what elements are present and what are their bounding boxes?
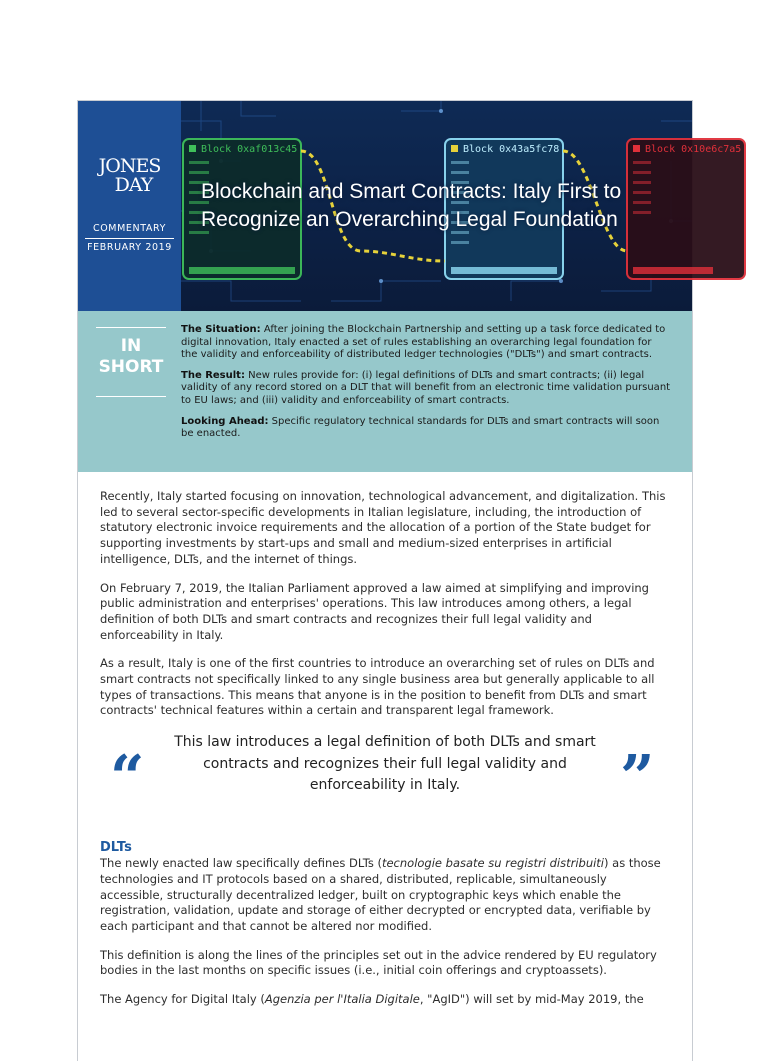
jones-day-logo: JONES DAY [98,155,161,196]
block-cyan-label: Block 0x43a5fc78 [463,144,560,155]
pull-quote-text: This law introduces a legal definition of both DLTs and smart contracts and recognizes their full legal validity and enforceability in Italy. [174,734,596,794]
situation-item: The Situation: After joining the Blockchain Partnership and setting up a task force dedicated to digital innovation, Italy enacted a set of rules establishing an overarching legal foundation for the validity and enforceability of distributed ledger technologies ("DLTs") and smart contracts. [181,324,666,361]
in-short-label: IN SHORT [96,327,166,397]
looking-ahead-item: Looking Ahead: Specific regulatory technical standards for DLTs and smart contracts will soon be enacted. [181,415,660,440]
commentary-label: COMMENTARY [93,223,166,234]
dlt-definition-paragraph: The newly enacted law specifically defines DLTs (tecnologie basate su registri distribuiti) as those technologies and IT protocols based on a shared, distributed, replicable, simultaneously accessible, structurally decentralized ledger, built on cryptographic keys which enable the registration, validation, update and storage of either decrypted or encrypted data, verifiable by each participant and that cannot be altered nor modified. [100,856,661,933]
in-short-summary [181,324,671,449]
in-short-box [78,311,692,472]
header [78,101,742,311]
body-paragraph: As a result, Italy is one of the first countries to introduce an overarching set of rules on DLTs and smart contracts not specifically linked to any single business area but generally applicable to all types of transactions. This means that anyone is in the position to benefit from DLTs and smart contracts' technical features within a certain and transparent legal framework. [100,656,655,718]
pull-quote [100,732,670,832]
brand-panel [78,101,181,311]
body-paragraph: This definition is along the lines of the principles set out in the advice rendered by EU regulatory bodies in the last months on specific issues (i.e., initial coin offerings and cryptoassets). [100,947,657,978]
body-paragraph: Recently, Italy started focusing on innovation, technological advancement, and digitalization. This led to several sector-specific developments in Italian legislature, including, the introduction of statutory electronic invoice requirements and the allocation of a portion of the State budget for supporting investments by start-ups and small and medium-sized enterprises in artificial intelligence, DLTs, and the internet of things. [100,489,666,566]
section-heading-dlts: DLTs [100,840,132,856]
brand-divider [85,238,174,239]
block-red-label: Block 0x10e6c7a5 [645,144,742,155]
result-item: The Result: New rules provide for: (i) legal definitions of DLTs and smart contracts; (ii) legal validity of any record stored on a DLT that will benefit from an electronic time validation pursuant to EU laws; and (iii) validity and enforceability of smart contracts. [181,369,671,406]
open-quote-icon: “ [110,743,145,814]
agid-paragraph: The Agency for Digital Italy (Agenzia per l'Italia Digitale, "AgID") will set by mid-May 2019, the [100,992,644,1007]
article-body [100,489,670,1021]
body-paragraph: On February 7, 2019, the Italian Parliament approved a law aimed at simplifying and improving public administration and enterprises' operations. This law introduces among others, a legal definition of both DLTs and smart contracts and recognizes their full legal validity and enforceability in Italy. [100,580,649,642]
close-quote-icon: ” [620,743,655,814]
date-label: FEBRUARY 2019 [87,242,172,253]
commentary-page [77,100,742,1061]
block-green-label: Block 0xaf013c45 [201,144,298,155]
hero-banner [181,101,742,311]
article-title: Blockchain and Smart Contracts: Italy First to Recognize an Overarching Legal Foundation [201,180,622,231]
